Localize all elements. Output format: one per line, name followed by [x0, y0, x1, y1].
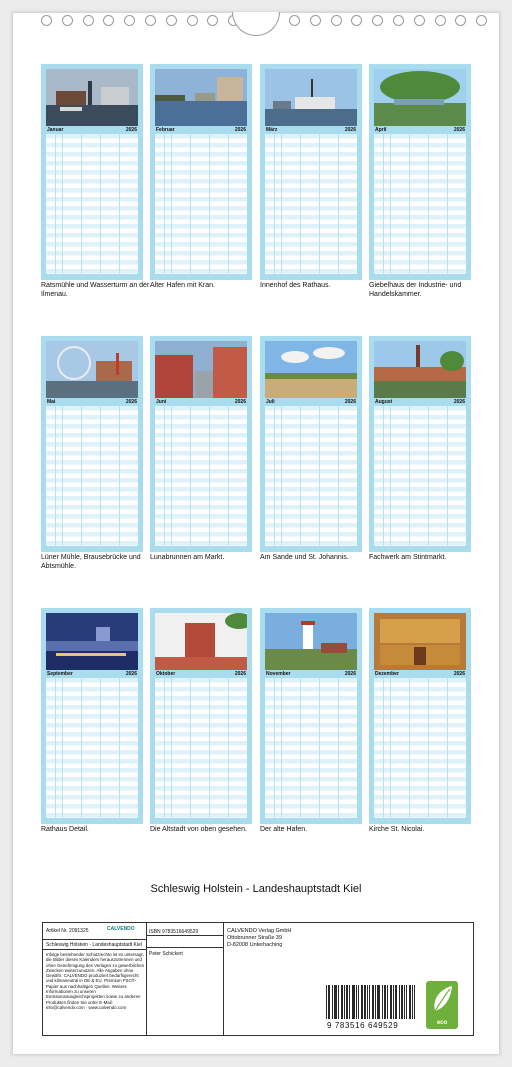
planner-grid [265, 406, 357, 546]
article-number: Artikel Nr. 2091325 [46, 928, 89, 934]
month-photo [46, 69, 138, 126]
month-photo [155, 613, 247, 670]
grid-column-line [171, 134, 172, 274]
grid-column-line [390, 134, 391, 274]
barcode-bar [406, 985, 407, 1019]
month-name: Oktober [156, 671, 176, 677]
month-photo [46, 341, 138, 398]
barcode-bar [328, 985, 329, 1019]
month-name: November [266, 671, 291, 677]
month-photo [155, 341, 247, 398]
month-caption: Der alte Hafen. [260, 826, 308, 833]
binding-hole [455, 15, 466, 26]
month-photo [374, 341, 466, 398]
binding-hole [393, 15, 404, 26]
grid-column-line [55, 678, 56, 818]
month-page-februar [150, 64, 252, 280]
grid-column-line [409, 406, 410, 546]
month-header [265, 670, 357, 678]
calendar-title: Schleswig Holstein - Landeshauptstadt Kiel [150, 883, 362, 895]
binding-hole [351, 15, 362, 26]
month-year: 2026 [234, 399, 246, 405]
barcode-bar [342, 985, 343, 1019]
barcode-bar [335, 985, 336, 1019]
grid-column-line [209, 406, 210, 546]
barcode-bar [361, 985, 362, 1019]
author: Peter Schickert [149, 951, 183, 957]
barcode-bar [326, 985, 327, 1019]
barcode-bar [352, 985, 353, 1019]
month-photo [155, 69, 247, 126]
isbn: ISBN 9783516649529 [149, 929, 199, 935]
grid-column-line [383, 134, 384, 274]
month-header [265, 398, 357, 406]
grid-column-line [447, 406, 448, 546]
month-page-dezember [369, 608, 471, 824]
grid-column-line [228, 406, 229, 546]
barcode-bar [378, 985, 379, 1019]
barcode [326, 985, 416, 1019]
grid-column-line [274, 134, 275, 274]
grid-column-line [81, 406, 82, 546]
binding-hole [83, 15, 94, 26]
barcode-bar [375, 985, 376, 1019]
month-caption: Die Altstadt von oben gesehen. [150, 826, 247, 833]
month-year: 2026 [125, 127, 137, 133]
planner-grid [265, 134, 357, 274]
barcode-bar [395, 985, 396, 1019]
grid-column-line [447, 678, 448, 818]
grid-column-line [383, 406, 384, 546]
grid-column-line [428, 678, 429, 818]
publisher-street: Ottobrunner Straße 39 [227, 935, 283, 941]
barcode-bar [364, 985, 365, 1019]
grid-column-line [281, 678, 282, 818]
month-header [155, 398, 247, 406]
barcode-bar [404, 985, 405, 1019]
grid-column-line [383, 678, 384, 818]
grid-column-line [119, 134, 120, 274]
month-page-april [369, 64, 471, 280]
month-caption: Am Sande und St. Johannis. [260, 554, 349, 561]
barcode-bar [393, 985, 394, 1019]
barcode-bar [377, 985, 378, 1019]
grid-column-line [81, 134, 82, 274]
month-header [46, 670, 138, 678]
month-name: Mai [47, 399, 56, 405]
barcode-bar [369, 985, 370, 1019]
month-page-juni [150, 336, 252, 552]
grid-column-line [409, 678, 410, 818]
binding-hole [62, 15, 73, 26]
barcode-bar [391, 985, 392, 1019]
info-product-title: Schleswig Holstein - Landeshauptstadt Kiel [46, 942, 142, 948]
barcode-bar [365, 985, 366, 1019]
barcode-bar [410, 985, 411, 1019]
grid-column-line [209, 134, 210, 274]
binding-hole [372, 15, 383, 26]
month-caption: Kirche St. Nicolai. [369, 826, 425, 833]
month-name: August [375, 399, 393, 405]
month-caption: Rathaus Detail. [41, 826, 89, 833]
grid-column-line [228, 134, 229, 274]
info-divider [147, 935, 224, 936]
barcode-bar [354, 985, 355, 1019]
barcode-bar [414, 985, 415, 1019]
barcode-bar [412, 985, 413, 1019]
month-name: Dezember [375, 671, 399, 677]
binding-hole [103, 15, 114, 26]
month-year: 2026 [344, 399, 356, 405]
planner-grid [374, 134, 466, 274]
month-header [265, 126, 357, 134]
month-page-oktober [150, 608, 252, 824]
month-photo [265, 69, 357, 126]
month-name: Juni [156, 399, 167, 405]
month-year: 2026 [453, 127, 465, 133]
barcode-bar [362, 985, 363, 1019]
leaf-icon [426, 981, 458, 1019]
planner-grid [46, 134, 138, 274]
planner-grid [46, 678, 138, 818]
barcode-bar [336, 985, 337, 1019]
barcode-bar [334, 985, 335, 1019]
grid-column-line [228, 678, 229, 818]
grid-column-line [409, 134, 410, 274]
month-photo [374, 69, 466, 126]
month-year: 2026 [344, 671, 356, 677]
barcode-bar [332, 985, 333, 1019]
grid-column-line [190, 678, 191, 818]
eco-badge [426, 981, 458, 1029]
grid-column-line [100, 134, 101, 274]
barcode-bar [402, 985, 403, 1019]
grid-column-line [281, 406, 282, 546]
month-year: 2026 [453, 399, 465, 405]
barcode-bar [344, 985, 345, 1019]
eco-label: eco [436, 1020, 448, 1026]
grid-column-line [100, 678, 101, 818]
barcode-bar [346, 985, 347, 1019]
month-header [374, 126, 466, 134]
grid-column-line [55, 406, 56, 546]
grid-column-line [428, 406, 429, 546]
binding-hole [166, 15, 177, 26]
grid-column-line [164, 406, 165, 546]
month-page-märz [260, 64, 362, 280]
binding-hole [187, 15, 198, 26]
barcode-bar [409, 985, 410, 1019]
month-caption: Ratsmühle und Wasserturm an der Ilmenau. [41, 282, 150, 298]
grid-column-line [319, 678, 320, 818]
barcode-bar [373, 985, 374, 1019]
grid-column-line [390, 406, 391, 546]
grid-column-line [81, 678, 82, 818]
grid-column-line [209, 678, 210, 818]
barcode-bar [385, 985, 386, 1019]
publisher-city: D-82008 Unterhaching [227, 942, 283, 948]
grid-column-line [100, 406, 101, 546]
grid-column-line [428, 134, 429, 274]
grid-column-line [274, 678, 275, 818]
month-page-september [41, 608, 143, 824]
grid-column-line [119, 678, 120, 818]
grid-column-line [171, 678, 172, 818]
month-name: Januar [47, 127, 64, 133]
grid-column-line [171, 406, 172, 546]
grid-column-line [164, 678, 165, 818]
binding-hole [145, 15, 156, 26]
barcode-bar [384, 985, 385, 1019]
barcode-bar [387, 985, 388, 1019]
month-year: 2026 [344, 127, 356, 133]
month-year: 2026 [125, 671, 137, 677]
month-page-august [369, 336, 471, 552]
binding-hole [41, 15, 52, 26]
planner-grid [155, 406, 247, 546]
barcode-number: 9 783516 649529 [327, 1021, 399, 1030]
month-header [374, 398, 466, 406]
barcode-bar [372, 985, 373, 1019]
binding-hole [310, 15, 321, 26]
month-name: September [47, 671, 73, 677]
barcode-bar [358, 985, 359, 1019]
barcode-bar [399, 985, 400, 1019]
grid-column-line [338, 134, 339, 274]
month-caption: Fachwerk am Stintmarkt. [369, 554, 447, 561]
grid-column-line [190, 134, 191, 274]
month-year: 2026 [234, 671, 246, 677]
month-name: März [266, 127, 278, 133]
month-caption: Giebelhaus der Industrie- und Handelskammer. [369, 282, 462, 298]
info-column-isbn [147, 923, 224, 1035]
month-caption: Lüner Mühle, Brausebrücke und Abtsmühle. [41, 554, 141, 570]
binding-hole [435, 15, 446, 26]
month-header [46, 126, 138, 134]
month-header [374, 670, 466, 678]
month-photo [374, 613, 466, 670]
planner-grid [374, 406, 466, 546]
barcode-bar [382, 985, 383, 1019]
month-year: 2026 [453, 671, 465, 677]
binding-hole [476, 15, 487, 26]
grid-column-line [119, 406, 120, 546]
publisher-name: CALVENDO Verlag GmbH [227, 928, 292, 934]
binding-hole [124, 15, 135, 26]
grid-column-line [319, 406, 320, 546]
planner-grid [374, 678, 466, 818]
month-header [46, 398, 138, 406]
barcode-bar [349, 985, 350, 1019]
grid-column-line [300, 134, 301, 274]
info-divider [147, 947, 224, 948]
month-name: Juli [266, 399, 275, 405]
month-photo [265, 341, 357, 398]
grid-column-line [390, 678, 391, 818]
grid-column-line [447, 134, 448, 274]
barcode-bar [356, 985, 357, 1019]
grid-column-line [62, 678, 63, 818]
binding-hole [207, 15, 218, 26]
barcode-bar [347, 985, 348, 1019]
grid-column-line [274, 406, 275, 546]
grid-column-line [338, 406, 339, 546]
planner-grid [265, 678, 357, 818]
grid-column-line [338, 678, 339, 818]
planner-grid [155, 678, 247, 818]
month-caption: Alter Hafen mit Kran. [150, 282, 215, 289]
month-photo [46, 613, 138, 670]
month-page-juli [260, 336, 362, 552]
barcode-bar [353, 985, 354, 1019]
month-caption: Innenhof des Rathaus. [260, 282, 331, 289]
month-caption: Lunabrunnen am Markt. [150, 554, 225, 561]
barcode-bar [338, 985, 339, 1019]
barcode-bar [329, 985, 330, 1019]
grid-column-line [62, 406, 63, 546]
barcode-bar [341, 985, 342, 1019]
month-page-januar [41, 64, 143, 280]
info-divider [43, 949, 147, 950]
binding-hole [414, 15, 425, 26]
planner-grid [155, 134, 247, 274]
grid-column-line [55, 134, 56, 274]
legal-text: Infolge bestehender Schutzrechte ist es untersagt, die Bilder dieses Kalenders herauszutrennen und ohne Genehmigung des Verlages zu gewerblichen Zwecken weiterzunutzen. Alle Angaben ohne Gewähr. CALVENDO produziert bedarfsgerecht und klimaneutral in DE & EU. Premium FSC®-Papier aus nachhaltigen Quellen. Weitere Informationen zu unseren Emissionsausgleichsprojekten sowie zu anderen Produkten finden Sie unter E-Mail: info@calvendo.com · www.calvendo.com [46, 952, 145, 1010]
month-header [155, 670, 247, 678]
barcode-bar [401, 985, 402, 1019]
month-year: 2026 [125, 399, 137, 405]
barcode-bar [396, 985, 397, 1019]
grid-column-line [190, 406, 191, 546]
grid-column-line [62, 134, 63, 274]
grid-column-line [300, 678, 301, 818]
month-year: 2026 [234, 127, 246, 133]
binding-hole [331, 15, 342, 26]
month-name: April [375, 127, 387, 133]
binding-hole [289, 15, 300, 26]
grid-column-line [319, 134, 320, 274]
month-photo [265, 613, 357, 670]
info-divider [43, 939, 147, 940]
barcode-bar [390, 985, 391, 1019]
grid-column-line [300, 406, 301, 546]
grid-column-line [164, 134, 165, 274]
month-page-november [260, 608, 362, 824]
planner-grid [46, 406, 138, 546]
barcode-bar [367, 985, 368, 1019]
barcode-bar [379, 985, 380, 1019]
calvendo-logo: CALVENDO [107, 926, 135, 932]
month-page-mai [41, 336, 143, 552]
month-header [155, 126, 247, 134]
month-name: Februar [156, 127, 175, 133]
grid-column-line [281, 134, 282, 274]
